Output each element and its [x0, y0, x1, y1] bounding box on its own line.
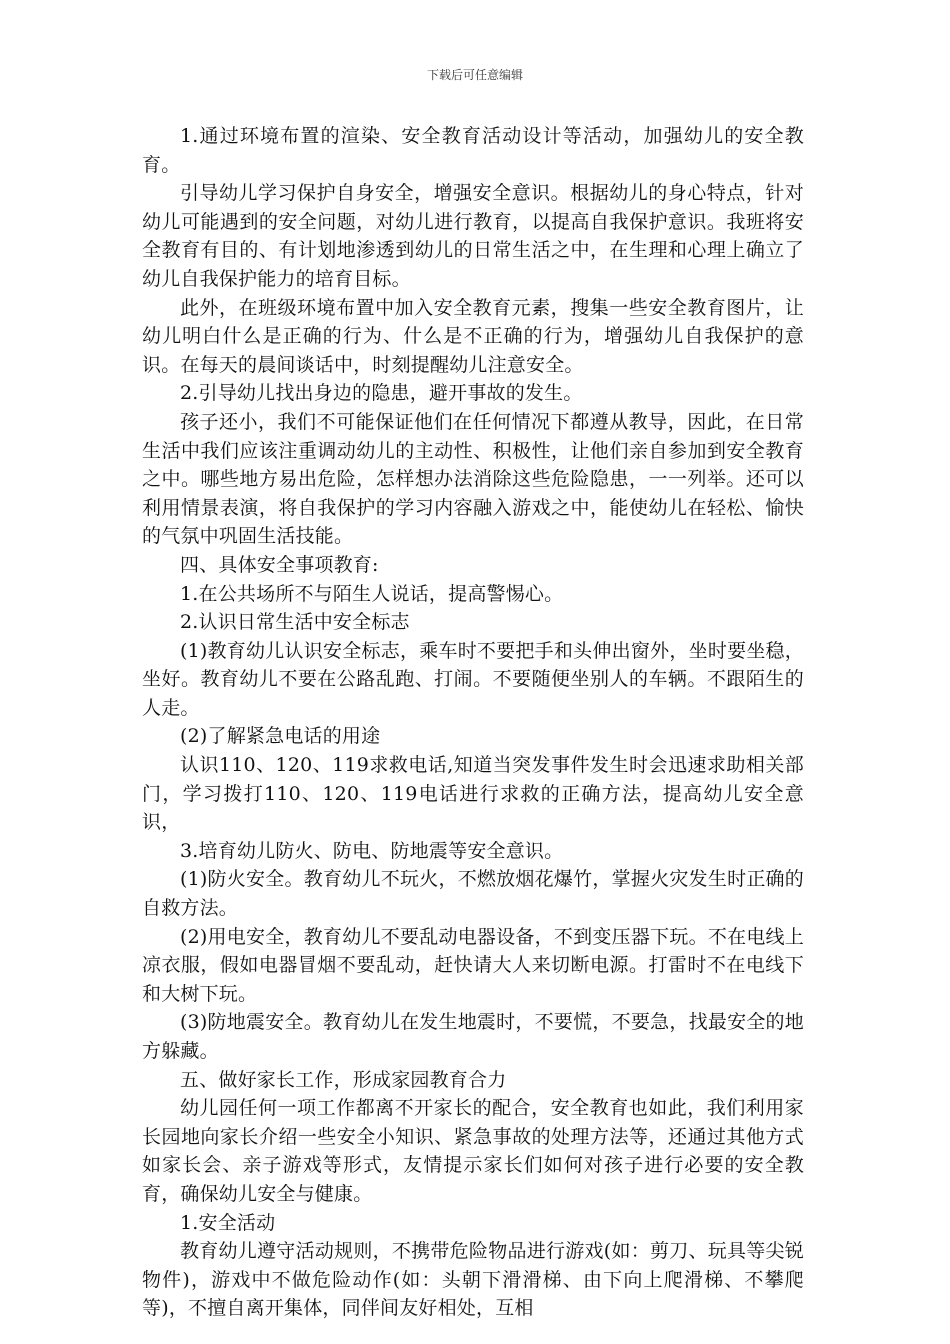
- section-heading: 四、具体安全事项教育:: [180, 553, 379, 576]
- paragraph: 2.引导幼儿找出身边的隐患，避开事故的发生。: [180, 382, 583, 405]
- paragraph: (2)用电安全，教育幼儿不要乱动电器设备，不到变压器下玩。不在电线上凉衣服，假如电器冒烟不要乱动，赶快请大人来切断电源。打雷时不在电线下和大树下玩。: [142, 925, 804, 1005]
- paragraph: 1.在公共场所不与陌生人说话，提高警惕心。: [180, 582, 564, 605]
- page-header: 下载后可任意编辑: [426, 68, 523, 82]
- document-body: [142, 122, 804, 1323]
- paragraph: (3)防地震安全。教育幼儿在发生地震时，不要慌，不要急，找最安全的地方躲藏。: [142, 1011, 804, 1062]
- paragraph: 幼儿园任何一项工作都离不开家长的配合，安全教育也如此，我们利用家长园地向家长介绍一些安全小知识、紧急事故的处理方法等，还通过其他方式如家长会、亲子游戏等形式，友情提示家长们如何对孩子进行必要的安全教育，确保幼儿安全与健康。: [142, 1097, 804, 1205]
- section-heading: 五、做好家长工作，形成家园教育合力: [180, 1068, 507, 1091]
- paragraph: (2)了解紧急电话的用途: [180, 725, 381, 748]
- paragraph: 3.培育幼儿防火、防电、防地震等安全意识。: [180, 839, 564, 862]
- paragraph: (1)防火安全。教育幼儿不玩火，不燃放烟花爆竹，掌握火灾发生时正确的自救方法。: [142, 868, 804, 920]
- paragraph: 1.通过环境布置的渲染、安全教育活动设计等活动，加强幼儿的安全教育。: [142, 125, 804, 176]
- paragraph: 1.安全活动: [180, 1211, 276, 1234]
- paragraph: 孩子还小，我们不可能保证他们在任何情况下都遵从教导，因此，在日常生活中我们应该注重调动幼儿的主动性、积极性，让他们亲自参加到安全教育之中。哪些地方易出危险，怎样想办法消除这些危险隐患，一一列举。还可以利用情景表演，将自我保护的学习内容融入游戏之中，能使幼儿在轻松、愉快的气氛中巩固生活技能。: [142, 410, 804, 548]
- paragraph: 引导幼儿学习保护自身安全，增强安全意识。根据幼儿的身心特点，针对幼儿可能遇到的安全问题，对幼儿进行教育，以提高自我保护意识。我班将安全教育有目的、有计划地渗透到幼儿的日常生活之中，在生理和心理上确立了幼儿自我保护能力的培育目标。: [142, 182, 804, 290]
- paragraph: 此外，在班级环境布置中加入安全教育元素，搜集一些安全教育图片，让幼儿明白什么是正确的行为、什么是不正确的行为，增强幼儿自我保护的意识。在每天的晨间谈话中，时刻提醒幼儿注意安全。: [142, 296, 804, 376]
- paragraph: (1)教育幼儿认识安全标志，乘车时不要把手和头伸出窗外，坐时要坐稳，坐好。教育幼儿不要在公路乱跑、打闹。不要随便坐别人的车辆。不跟陌生的人走。: [142, 639, 804, 719]
- paragraph: 2.认识日常生活中安全标志: [180, 611, 410, 634]
- paragraph: 认识110、120、119求救电话,知道当突发事件发生时会迅速求助相关部门，学习拨打110、120、119电话进行求救的正确方法，提高幼儿安全意识，: [142, 754, 804, 834]
- paragraph: 教育幼儿遵守活动规则，不携带危险物品进行游戏(如：剪刀、玩具等尖锐物件)，游戏中不做危险动作(如：头朝下滑滑梯、由下向上爬滑梯、不攀爬等)，不擅自离开集体，同伴间友好相处，互相: [142, 1240, 804, 1320]
